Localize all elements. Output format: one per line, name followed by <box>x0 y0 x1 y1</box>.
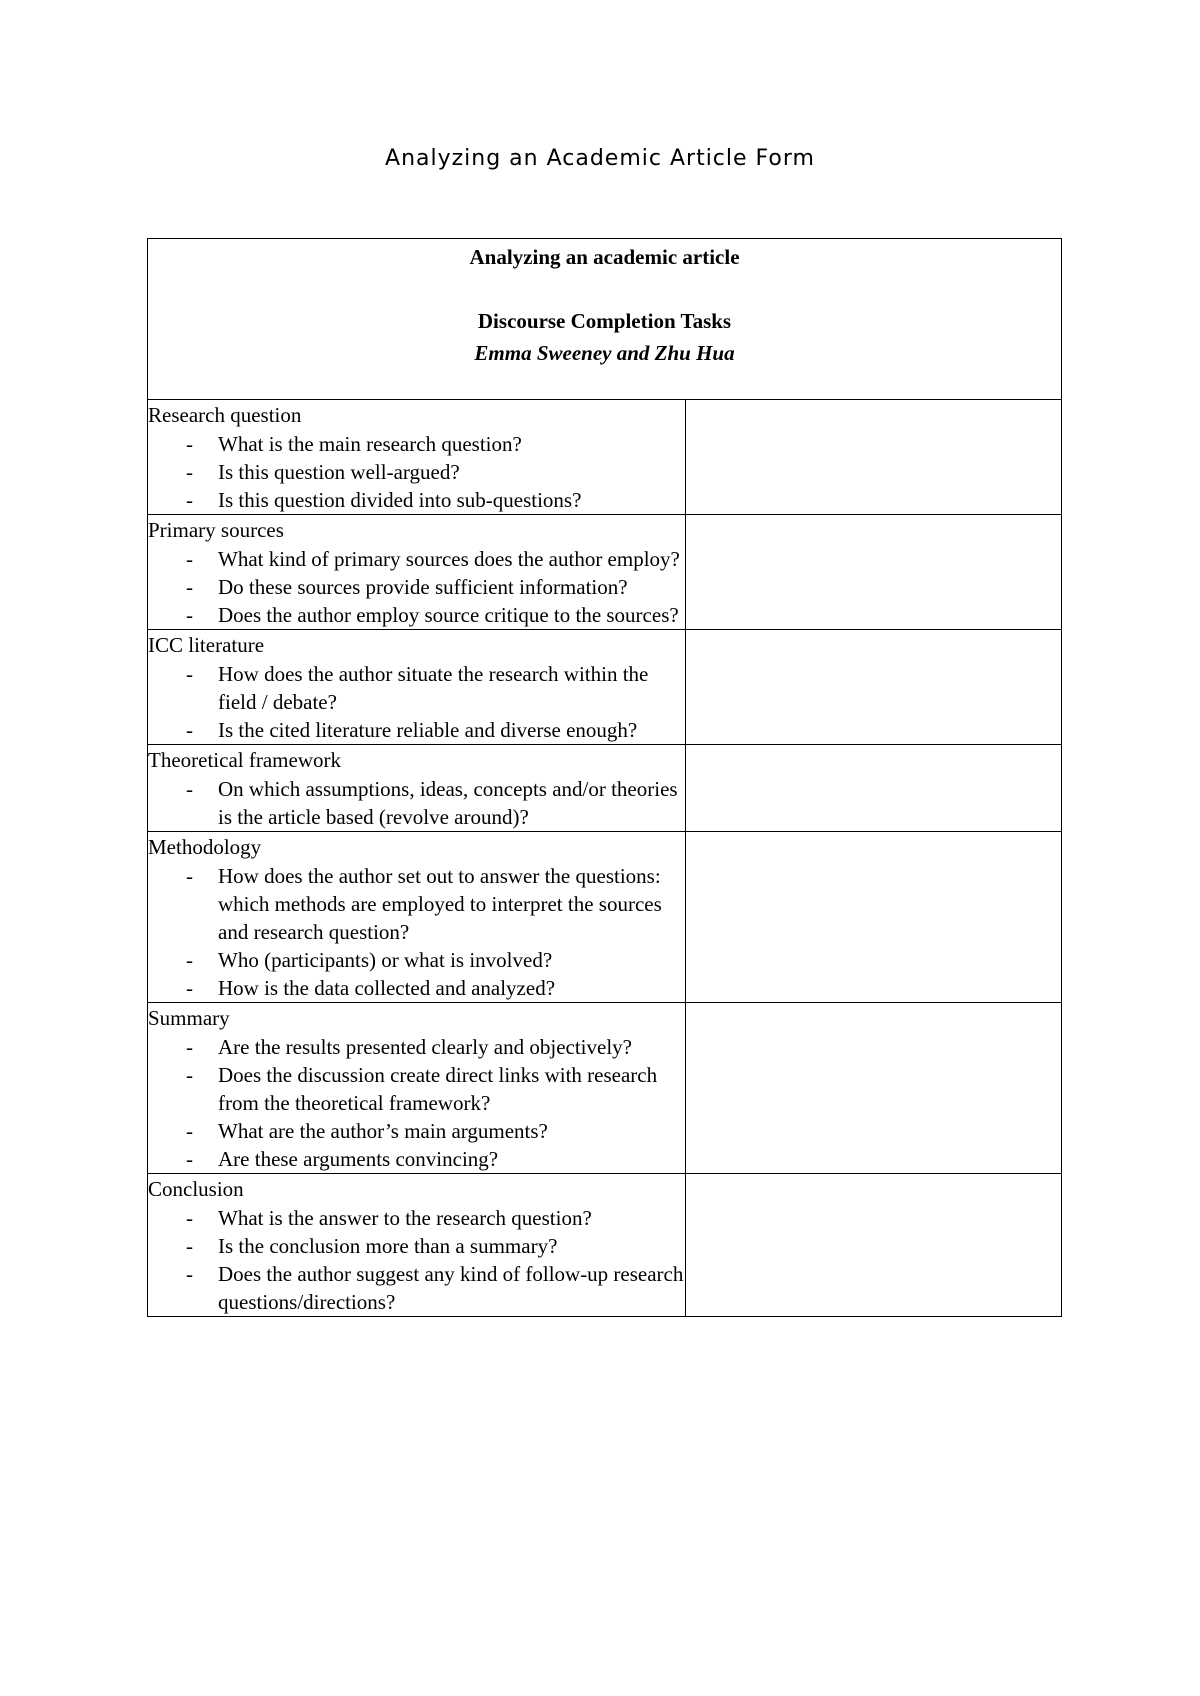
question-item: - Does the author employ source critique to the sources? <box>186 601 685 629</box>
answer-cell-theoretical-framework[interactable] <box>686 745 1062 832</box>
section-label: Conclusion <box>148 1177 244 1201</box>
question-list <box>148 1204 685 1316</box>
question-item: - Is this question well-argued? <box>186 458 685 486</box>
section-row-methodology <box>148 832 1062 1003</box>
question-item: - What is the main research question? <box>186 430 685 458</box>
section-row-theoretical-framework <box>148 745 1062 832</box>
question-item: - What is the answer to the research question? <box>186 1204 685 1232</box>
answer-cell-primary-sources[interactable] <box>686 515 1062 630</box>
answer-cell-summary[interactable] <box>686 1003 1062 1174</box>
section-label: Primary sources <box>148 518 284 542</box>
article-authors: Emma Sweeney and Zhu Hua <box>474 341 735 365</box>
question-item: - Is the conclusion more than a summary? <box>186 1232 685 1260</box>
answer-cell-conclusion[interactable] <box>686 1174 1062 1317</box>
question-list <box>148 430 685 514</box>
section-prompt-cell <box>148 1174 686 1317</box>
form-header-row <box>148 239 1062 400</box>
section-prompt-cell <box>148 1003 686 1174</box>
question-item: - What kind of primary sources does the author employ? <box>186 545 685 573</box>
analysis-form-table <box>147 238 1062 1317</box>
section-label: Summary <box>148 1006 230 1030</box>
question-item: - On which assumptions, ideas, concepts and/or theories is the article based (revolve around)? <box>186 775 685 831</box>
question-list <box>148 862 685 1002</box>
answer-cell-methodology[interactable] <box>686 832 1062 1003</box>
question-item: - Is this question divided into sub-questions? <box>186 486 685 514</box>
section-label: Theoretical framework <box>148 748 341 772</box>
section-label: Methodology <box>148 835 262 859</box>
section-prompt-cell <box>148 832 686 1003</box>
section-prompt-cell <box>148 630 686 745</box>
question-item: - Are the results presented clearly and objectively? <box>186 1033 685 1061</box>
section-label: ICC literature <box>148 633 265 657</box>
question-item: - How is the data collected and analyzed? <box>186 974 685 1002</box>
article-title: Discourse Completion Tasks <box>477 309 732 333</box>
answer-cell-icc-literature[interactable] <box>686 630 1062 745</box>
answer-cell-research-question[interactable] <box>686 400 1062 515</box>
form-heading: Analyzing an academic article <box>469 245 740 269</box>
question-item: - Do these sources provide sufficient information? <box>186 573 685 601</box>
question-list <box>148 660 685 744</box>
form-header-cell <box>148 239 1062 400</box>
question-item: - Are these arguments convincing? <box>186 1145 685 1173</box>
question-item: - Does the discussion create direct links with research from the theoretical framework? <box>186 1061 685 1117</box>
question-item: - Is the cited literature reliable and diverse enough? <box>186 716 685 744</box>
question-item: - Who (participants) or what is involved? <box>186 946 685 974</box>
section-row-icc-literature <box>148 630 1062 745</box>
question-item: - What are the author’s main arguments? <box>186 1117 685 1145</box>
question-item: - How does the author situate the research within the field / debate? <box>186 660 685 716</box>
section-prompt-cell <box>148 515 686 630</box>
document-title: Analyzing an Academic Article Form <box>385 146 815 171</box>
question-item: - Does the author suggest any kind of follow-up research questions/directions? <box>186 1260 685 1316</box>
section-row-conclusion <box>148 1174 1062 1317</box>
question-list <box>148 545 685 629</box>
section-label: Research question <box>148 403 302 427</box>
section-row-research-question <box>148 400 1062 515</box>
section-row-summary <box>148 1003 1062 1174</box>
section-prompt-cell <box>148 400 686 515</box>
question-item: - How does the author set out to answer the questions: which methods are employed to interpret the sources and research question? <box>186 862 685 946</box>
section-prompt-cell <box>148 745 686 832</box>
section-row-primary-sources <box>148 515 1062 630</box>
question-list <box>148 775 685 831</box>
question-list <box>148 1033 685 1173</box>
